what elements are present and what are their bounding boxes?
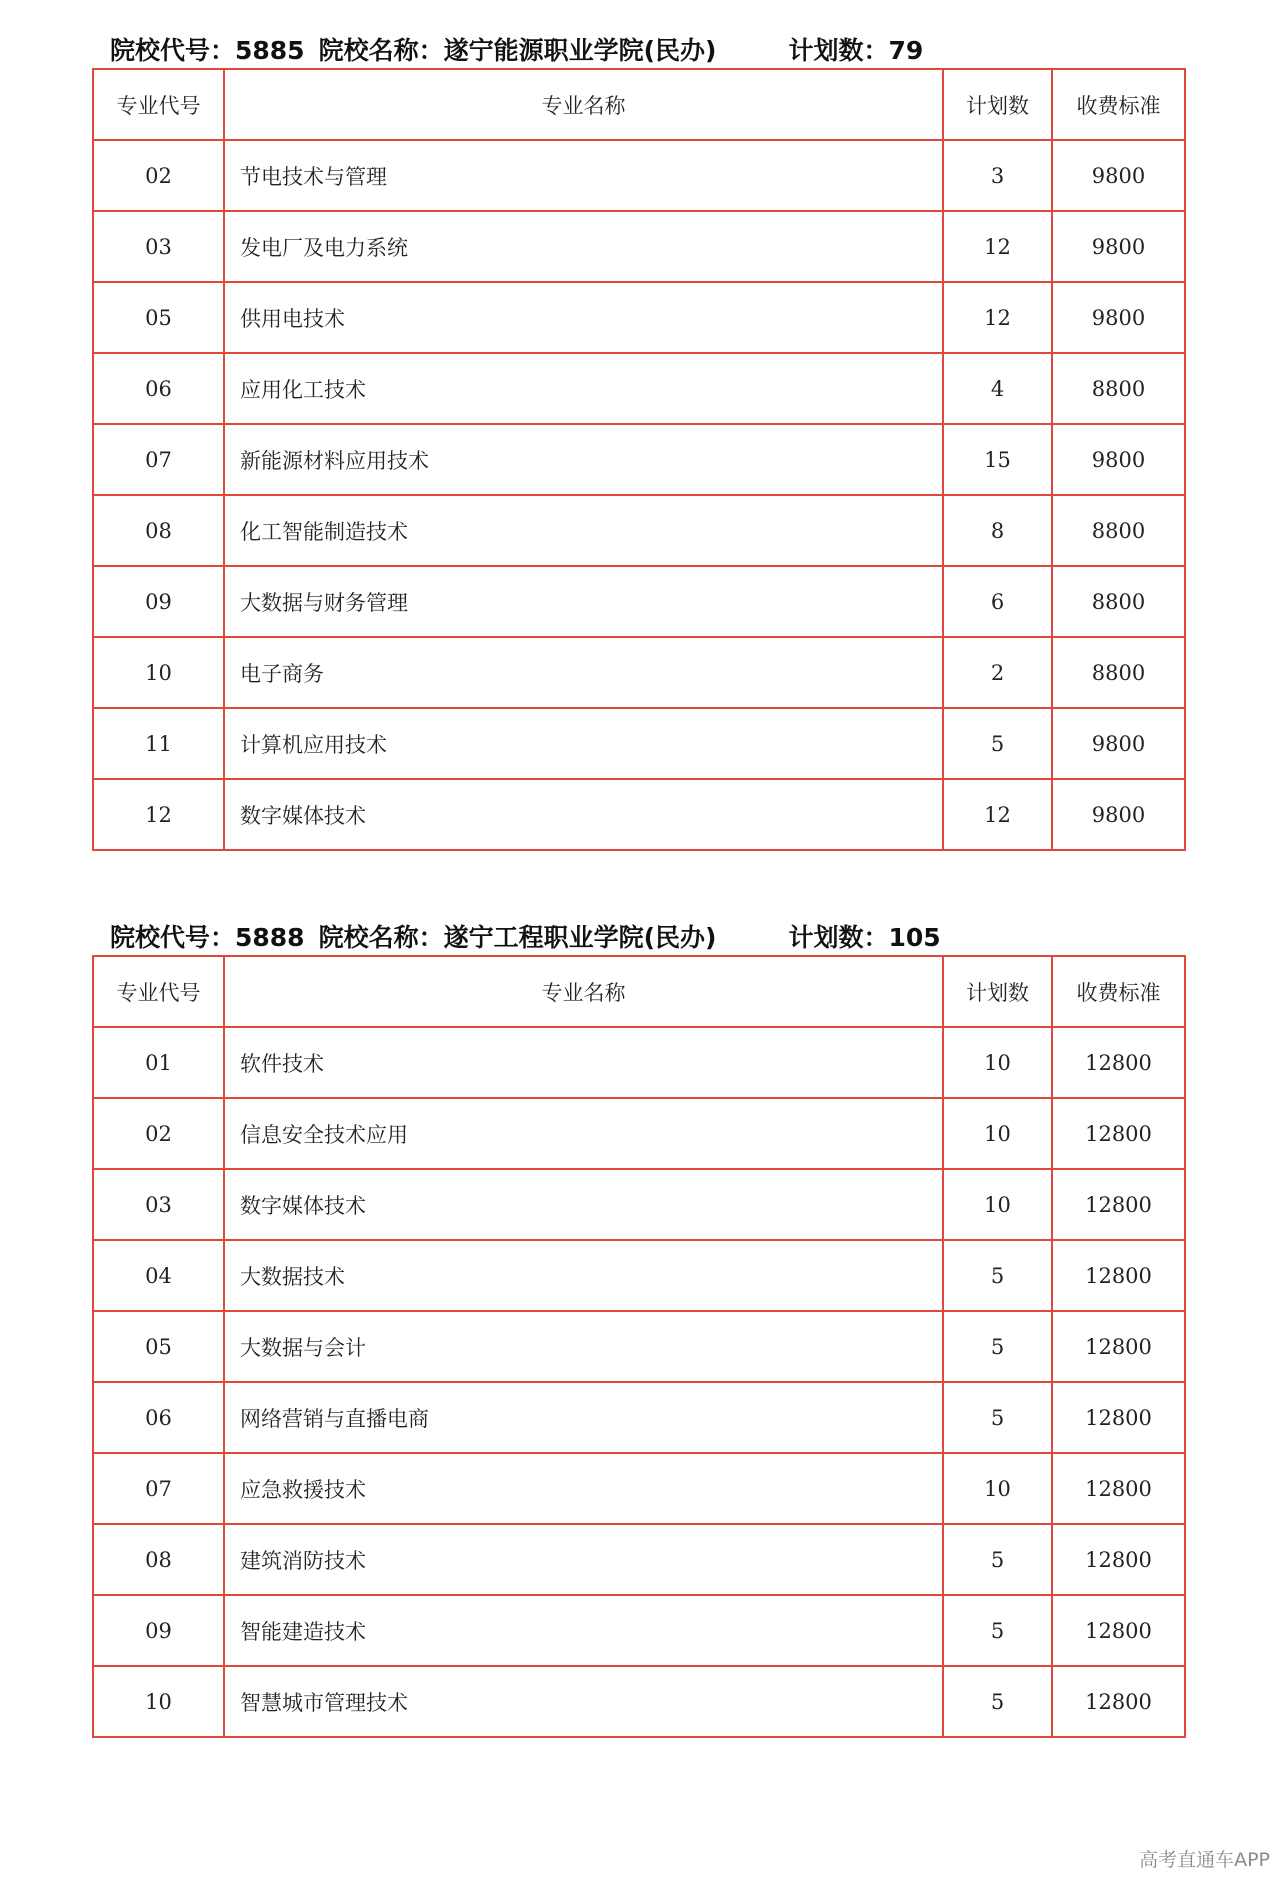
- table-row: [93, 424, 1185, 495]
- table-row: [93, 1524, 1185, 1595]
- major-name: 软件技术: [224, 1027, 943, 1098]
- table-row: [93, 1027, 1185, 1098]
- table-header-row: [93, 69, 1185, 140]
- school-block-1: [92, 30, 1184, 851]
- header-plan: 计划数: [943, 956, 1052, 1027]
- major-code: 07: [93, 424, 224, 495]
- table-row: [93, 637, 1185, 708]
- major-plan: 5: [943, 1240, 1052, 1311]
- table-row: [93, 1666, 1185, 1737]
- major-plan: 10: [943, 1098, 1052, 1169]
- major-code: 02: [93, 140, 224, 211]
- school-code-label: 院校代号：5888: [110, 923, 305, 952]
- major-name: 应用化工技术: [224, 353, 943, 424]
- major-name: 大数据与财务管理: [224, 566, 943, 637]
- major-fee: 12800: [1052, 1453, 1185, 1524]
- major-plan: 12: [943, 779, 1052, 850]
- major-code: 03: [93, 211, 224, 282]
- major-name: 化工智能制造技术: [224, 495, 943, 566]
- major-name: 信息安全技术应用: [224, 1098, 943, 1169]
- school-heading: [92, 917, 1184, 955]
- major-code: 05: [93, 282, 224, 353]
- major-name: 智能建造技术: [224, 1595, 943, 1666]
- table-row: [93, 1311, 1185, 1382]
- watermark: 高考直通车APP: [1139, 1849, 1270, 1871]
- major-code: 01: [93, 1027, 224, 1098]
- table-row: [93, 566, 1185, 637]
- major-plan: 5: [943, 1595, 1052, 1666]
- major-fee: 12800: [1052, 1666, 1185, 1737]
- major-name: 电子商务: [224, 637, 943, 708]
- major-plan: 5: [943, 1382, 1052, 1453]
- major-fee: 9800: [1052, 211, 1185, 282]
- major-name: 网络营销与直播电商: [224, 1382, 943, 1453]
- major-plan: 10: [943, 1169, 1052, 1240]
- major-fee: 12800: [1052, 1169, 1185, 1240]
- major-plan: 5: [943, 1666, 1052, 1737]
- table-row: [93, 495, 1185, 566]
- table-row: [93, 282, 1185, 353]
- major-plan: 10: [943, 1027, 1052, 1098]
- major-name: 计算机应用技术: [224, 708, 943, 779]
- school-name-label: 院校名称：遂宁工程职业学院(民办): [318, 923, 717, 952]
- table-row: [93, 708, 1185, 779]
- major-fee: 9800: [1052, 140, 1185, 211]
- major-fee: 9800: [1052, 424, 1185, 495]
- major-name: 大数据技术: [224, 1240, 943, 1311]
- table-row: [93, 1169, 1185, 1240]
- major-plan: 6: [943, 566, 1052, 637]
- major-plan: 5: [943, 708, 1052, 779]
- table-row: [93, 140, 1185, 211]
- major-code: 08: [93, 1524, 224, 1595]
- major-name: 供用电技术: [224, 282, 943, 353]
- table-row: [93, 1382, 1185, 1453]
- major-name: 应急救援技术: [224, 1453, 943, 1524]
- major-code: 02: [93, 1098, 224, 1169]
- major-name: 发电厂及电力系统: [224, 211, 943, 282]
- major-plan: 12: [943, 282, 1052, 353]
- major-fee: 8800: [1052, 566, 1185, 637]
- table-header-row: [93, 956, 1185, 1027]
- major-fee: 12800: [1052, 1098, 1185, 1169]
- major-name: 智慧城市管理技术: [224, 1666, 943, 1737]
- major-fee: 8800: [1052, 353, 1185, 424]
- major-fee: 12800: [1052, 1027, 1185, 1098]
- major-name: 节电技术与管理: [224, 140, 943, 211]
- table-row: [93, 1098, 1185, 1169]
- major-fee: 12800: [1052, 1311, 1185, 1382]
- header-name: 专业名称: [224, 956, 943, 1027]
- school-plan-label: 计划数：105: [788, 923, 941, 952]
- major-plan: 2: [943, 637, 1052, 708]
- header-code: 专业代号: [93, 69, 224, 140]
- major-plan: 3: [943, 140, 1052, 211]
- table-row: [93, 1595, 1185, 1666]
- header-code: 专业代号: [93, 956, 224, 1027]
- major-plan: 12: [943, 211, 1052, 282]
- major-code: 07: [93, 1453, 224, 1524]
- major-fee: 8800: [1052, 637, 1185, 708]
- school-block-2: [92, 917, 1184, 1738]
- major-code: 10: [93, 637, 224, 708]
- major-fee: 12800: [1052, 1240, 1185, 1311]
- major-code: 11: [93, 708, 224, 779]
- school-code-label: 院校代号：5885: [110, 36, 305, 65]
- major-fee: 9800: [1052, 779, 1185, 850]
- major-fee: 12800: [1052, 1595, 1185, 1666]
- major-code: 12: [93, 779, 224, 850]
- major-plan: 4: [943, 353, 1052, 424]
- school-plan-label: 计划数：79: [788, 36, 924, 65]
- table-row: [93, 1453, 1185, 1524]
- table-row: [93, 1240, 1185, 1311]
- header-fee: 收费标准: [1052, 69, 1185, 140]
- major-fee: 8800: [1052, 495, 1185, 566]
- major-plan: 5: [943, 1311, 1052, 1382]
- major-code: 05: [93, 1311, 224, 1382]
- major-fee: 9800: [1052, 708, 1185, 779]
- major-name: 大数据与会计: [224, 1311, 943, 1382]
- major-code: 09: [93, 566, 224, 637]
- major-code: 10: [93, 1666, 224, 1737]
- major-plan-table: [92, 68, 1186, 851]
- major-plan: 5: [943, 1524, 1052, 1595]
- major-fee: 9800: [1052, 282, 1185, 353]
- major-code: 04: [93, 1240, 224, 1311]
- header-plan: 计划数: [943, 69, 1052, 140]
- header-fee: 收费标准: [1052, 956, 1185, 1027]
- table-row: [93, 779, 1185, 850]
- major-plan-table: [92, 955, 1186, 1738]
- major-plan: 15: [943, 424, 1052, 495]
- table-row: [93, 353, 1185, 424]
- major-name: 数字媒体技术: [224, 779, 943, 850]
- major-code: 06: [93, 1382, 224, 1453]
- major-fee: 12800: [1052, 1524, 1185, 1595]
- major-code: 03: [93, 1169, 224, 1240]
- major-fee: 12800: [1052, 1382, 1185, 1453]
- header-name: 专业名称: [224, 69, 943, 140]
- major-code: 09: [93, 1595, 224, 1666]
- major-plan: 8: [943, 495, 1052, 566]
- major-name: 数字媒体技术: [224, 1169, 943, 1240]
- major-plan: 10: [943, 1453, 1052, 1524]
- table-row: [93, 211, 1185, 282]
- major-code: 08: [93, 495, 224, 566]
- major-name: 建筑消防技术: [224, 1524, 943, 1595]
- school-name-label: 院校名称：遂宁能源职业学院(民办): [318, 36, 717, 65]
- major-name: 新能源材料应用技术: [224, 424, 943, 495]
- school-heading: [92, 30, 1184, 68]
- major-code: 06: [93, 353, 224, 424]
